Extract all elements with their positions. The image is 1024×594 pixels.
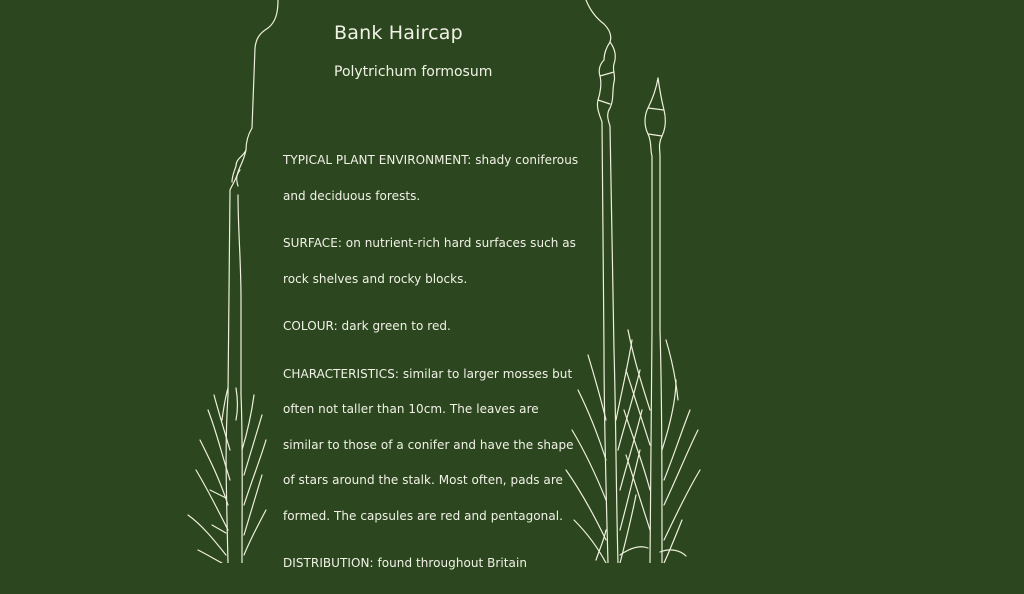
right-moss-leaves xyxy=(566,330,700,563)
plant-description xyxy=(283,143,583,594)
plant-latin-name: Polytrichum formosum xyxy=(334,64,493,80)
environment-paragraph: TYPICAL PLANT ENVIRONMENT: shady coniferous and deciduous forests. xyxy=(283,153,579,203)
plant-title: Bank Haircap xyxy=(334,22,463,44)
characteristics-paragraph: CHARACTERISTICS: similar to larger mosses but often not taller than 10cm. The leaves are similar to those of a conifer and have the shape of stars around the stalk. Most often, pads are formed. The capsules are red and pentagonal. xyxy=(283,366,574,523)
right-moss-capsule xyxy=(645,78,665,330)
surface-paragraph: SURFACE: on nutrient-rich hard surfaces such as rock shelves and rocky blocks. xyxy=(283,236,576,286)
right-moss-stalk xyxy=(586,0,615,350)
colour-paragraph: COLOUR: dark green to red. xyxy=(283,319,451,333)
distribution-paragraph: DISTRIBUTION: found throughout Britain xyxy=(283,556,527,570)
left-moss-stalk xyxy=(228,0,278,395)
left-moss-leaves xyxy=(188,388,266,563)
